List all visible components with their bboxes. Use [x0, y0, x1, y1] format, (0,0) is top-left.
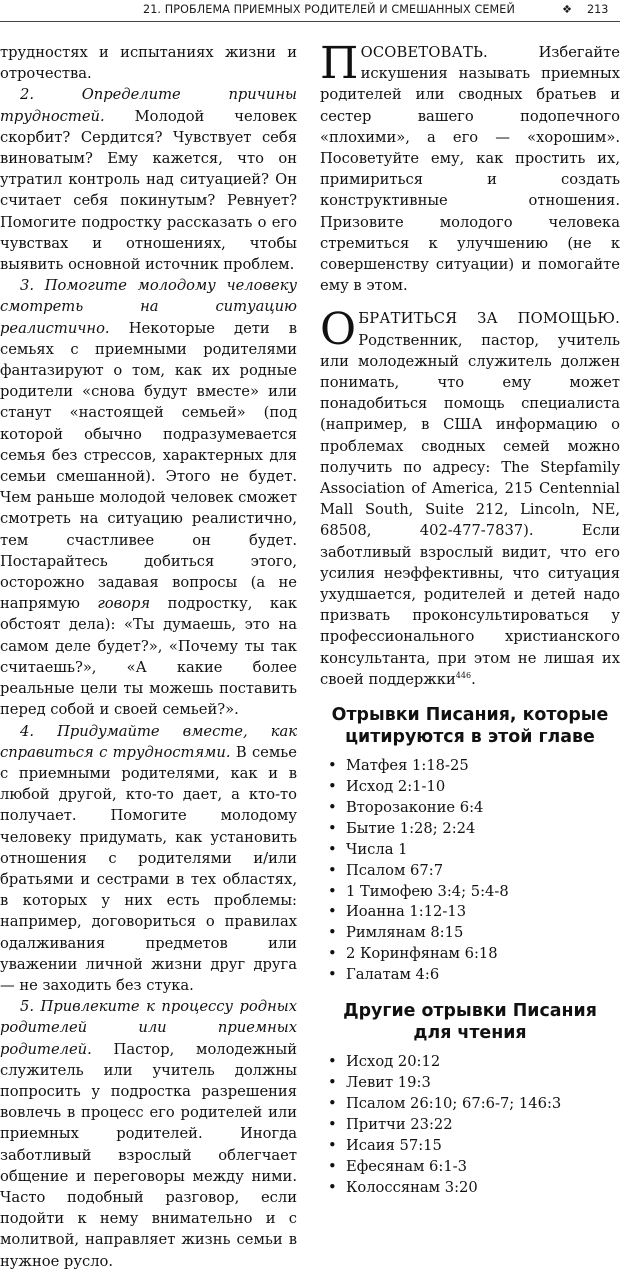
other-title-line-1: Другие отрывки Писания — [343, 1001, 597, 1022]
list-item: • Колоссянам 3:20 — [320, 1178, 620, 1199]
list-item: • Левит 19:3 — [320, 1073, 620, 1094]
cited-scripture-list — [320, 756, 620, 986]
list-item: • Римлянам 8:15 — [320, 923, 620, 944]
list-item: • Псалом 26:10; 67:6-7; 146:3 — [320, 1094, 620, 1115]
list-item: • 1 Тимофею 3:4; 5:4-8 — [320, 882, 620, 903]
right-column — [320, 38, 620, 1198]
page-number: 213 — [587, 3, 609, 16]
list-item: • Притчи 23:22 — [320, 1115, 620, 1136]
cited-scripture-title — [320, 704, 620, 748]
running-title: 21. ПРОБЛЕМА ПРИЕМНЫХ РОДИТЕЛЕЙ И СМЕШАННЫХ СЕМЕЙ — [143, 3, 515, 16]
step-3-italic-word: говоря — [97, 595, 151, 613]
list-item: • Числа 1 — [320, 840, 620, 861]
step-4-body: В семье с приемными родителями, как и в любой другой, кто-то дает, а кто-то получает. Помогите молодому человеку придумать, как установить отношения с родителями и/или братьями и сестрами в тех областях, в которых у них есть проблемы: например, договориться о правилах одалживания предметов или уважении личной жизни друг друга — не заходить без стука. — [0, 743, 297, 994]
step-4-heading: 4. Придумайте вместе, как справиться с трудностями. — [0, 722, 297, 761]
list-item: • Псалом 67:7 — [320, 861, 620, 882]
other-scripture-list — [320, 1052, 620, 1198]
other-scripture-title — [320, 1000, 620, 1044]
step-2-paragraph — [0, 84, 297, 275]
refer-end: . — [471, 670, 476, 688]
list-item: • Галатам 4:6 — [320, 965, 620, 986]
step-3-paragraph — [0, 275, 297, 720]
paragraph-continuation: трудностях и испытаниях жизни и отрочества. — [0, 44, 297, 83]
advise-body: Избегайте искушения называть приемных родителей или сводных братьев и сестер вашего подопечного «плохими», а его — «хорошим». Посоветуйте ему, как простить их, примириться и создать конструктивные отношения. Призовите молодого человека стремиться к улучшению (не к совершенству ситуации) и помогайте ему в этом. — [320, 44, 620, 295]
advise-lead: ПОСОВЕТОВАТЬ. — [320, 38, 488, 89]
list-item: • Исход 20:12 — [320, 1052, 620, 1073]
list-item: • Бытие 1:28; 2:24 — [320, 819, 620, 840]
cited-title-line-1: Отрывки Писания, которые — [331, 705, 609, 726]
left-column — [0, 42, 297, 1272]
other-title-line-2: для чтения — [413, 1023, 527, 1044]
running-header — [0, 0, 620, 20]
refer-lead: ОБРАТИТЬСЯ ЗА ПОМОЩЬЮ. — [320, 304, 620, 356]
list-item: • Исаия 57:15 — [320, 1136, 620, 1157]
step-3-heading: 3. Помогите молодому человеку смотреть на ситуацию реалистично. — [0, 277, 297, 337]
step-3-body-b: подростку, как обстоят дела): «Ты думаешь, это на самом деле будет?», «Почему ты так считаешь?», «А какие более реальные цели ты можешь поставить перед собой и своей семьей?». — [0, 595, 298, 719]
refer-paragraph — [320, 304, 620, 690]
footnote-marker: 446 — [455, 671, 472, 680]
list-item: • Ефесянам 6:1-3 — [320, 1157, 620, 1178]
step-2-body: Молодой человек скорбит? Сердится? Чувствует себя виноватым? Ему кажется, что он утратил контроль над ситуацией? Он считает себя покинутым? Ревнует? Помогите подростку рассказать о его чувствах и отношениях, чтобы выявить основной источник проблем. — [0, 107, 297, 274]
list-item: • Второзаконие 6:4 — [320, 798, 620, 819]
cited-title-line-2: цитируются в этой главе — [345, 727, 595, 748]
list-item: • 2 Коринфянам 6:18 — [320, 944, 620, 965]
diamond-separator-icon: ❖ — [562, 3, 573, 16]
step-5-body: Пастор, молодежный служитель или учитель должны попросить у подростка разрешения вовлечь в процесс его родителей или приемных родителей. Иногда заботливый взрослый облегчает общение и переговоры между ними. Часто подобный разговор, если подойти к нему внимательно и с молитвой, направляет жизнь семьи в нужное русло. — [0, 1040, 297, 1270]
step-2-heading: 2. Определите причины трудностей. — [0, 86, 297, 125]
list-item: • Матфея 1:18-25 — [320, 756, 620, 777]
step-4-paragraph — [0, 721, 297, 997]
list-item: • Иоанна 1:12-13 — [320, 902, 620, 923]
header-rule — [0, 21, 620, 22]
step-5-paragraph — [0, 996, 297, 1272]
step-3-body-a: Некоторые дети в семьях с приемными родителями фантазируют о том, как их родные родители «снова будут вместе» или станут «настоящей семьей» (под которой обычно подразумевается семья без стрессов, характерных для семьи смешанной). Этого не будет. Чем раньше молодой человек сможет смотреть на ситуацию реалистично, тем счастливее он будет. Постарайтесь добиться этого, осторожно задавая вопросы (а не напрямую — [0, 319, 298, 613]
list-item: • Исход 2:1-10 — [320, 777, 620, 798]
advise-paragraph — [320, 38, 620, 296]
refer-body: Родственник, пастор, учитель или молодежный служитель должен понимать, что ему может понадобиться помощь специалиста (например, в США информацию о проблемах сводных семей можно получить по адресу: The Stepfamily Association of America, 215 Centennial Mall South, Suite 212, Lincoln, NE, 68508, 402-477-7837). Если заботливый взрослый видит, что его усилия неэффективны, что ситуация ухудшается, родителей и детей надо призвать проконсультироваться у профессионального христианского консультанта, при этом не лишая их своей поддержки — [320, 331, 620, 688]
step-5-heading: 5. Привлеките к процессу родных родителей или приемных родителей. — [0, 998, 297, 1058]
